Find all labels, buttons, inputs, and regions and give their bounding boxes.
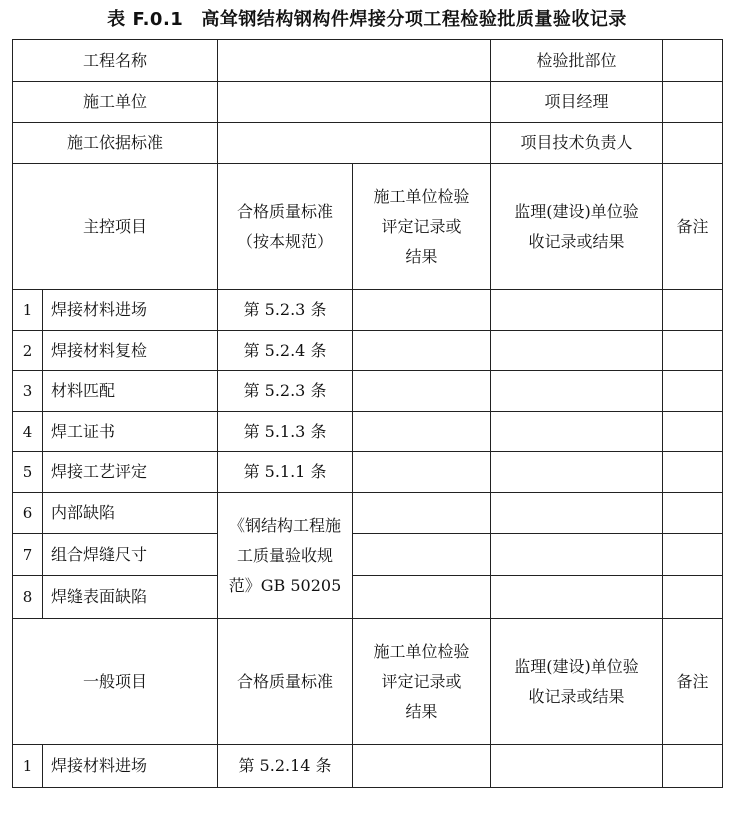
- item-number: 8: [13, 576, 43, 619]
- remarks-cell[interactable]: [663, 290, 723, 331]
- supervisor-record-cell[interactable]: [491, 576, 663, 619]
- contractor-record-cell[interactable]: [353, 290, 491, 331]
- remarks-cell[interactable]: [663, 412, 723, 452]
- item-number: 3: [13, 371, 43, 412]
- project-manager-label: 项目经理: [491, 82, 663, 123]
- remarks-cell[interactable]: [663, 452, 723, 493]
- supervisor-record-cell[interactable]: [491, 371, 663, 412]
- item-standard: 第 5.2.3 条: [218, 290, 353, 331]
- item-name: 焊接材料复检: [43, 331, 218, 371]
- merged-standard-line1: 《钢结构工程施: [229, 515, 342, 535]
- project-name-value[interactable]: [218, 40, 491, 82]
- general-standard-heading: 合格质量标准: [218, 619, 353, 745]
- header-row-construction-unit: [13, 82, 723, 123]
- contractor-record-cell[interactable]: [353, 493, 491, 534]
- general-supervisor-heading: [491, 619, 663, 745]
- main-control-heading: 主控项目: [13, 164, 218, 290]
- supervisor-record-cell[interactable]: [491, 745, 663, 788]
- item-standard: 第 5.2.3 条: [218, 371, 353, 412]
- main-control-header-row: [13, 164, 723, 290]
- inspection-lot-location-label: 检验批部位: [491, 40, 663, 82]
- contractor-record-cell[interactable]: [353, 745, 491, 788]
- item-number: 5: [13, 452, 43, 493]
- item-number: 1: [13, 290, 43, 331]
- project-name-label: 工程名称: [13, 40, 218, 82]
- main-contractor-heading-line1: 施工单位检验: [373, 186, 470, 206]
- main-supervisor-heading-line2: 收记录或结果: [528, 231, 625, 251]
- item-name: 焊接材料进场: [43, 745, 218, 788]
- item-standard: 第 5.2.14 条: [218, 745, 353, 788]
- contractor-record-cell[interactable]: [353, 331, 491, 371]
- table-row: [13, 290, 723, 331]
- item-name: 组合焊缝尺寸: [43, 534, 218, 576]
- contractor-record-cell[interactable]: [353, 576, 491, 619]
- table-row: [13, 452, 723, 493]
- inspection-record-table: [12, 39, 723, 788]
- main-contractor-heading-line3: 结果: [405, 246, 438, 266]
- remarks-cell[interactable]: [663, 331, 723, 371]
- merged-standard-line3: 范》GB 50205: [228, 575, 342, 595]
- supervisor-record-cell[interactable]: [491, 534, 663, 576]
- technical-lead-value[interactable]: [663, 123, 723, 164]
- main-supervisor-heading-line1: 监理(建设)单位验: [514, 201, 639, 221]
- item-number: 1: [13, 745, 43, 788]
- supervisor-record-cell[interactable]: [491, 452, 663, 493]
- item-name: 材料匹配: [43, 371, 218, 412]
- main-supervisor-heading: [491, 164, 663, 290]
- item-standard: 第 5.2.4 条: [218, 331, 353, 371]
- table-row: [13, 412, 723, 452]
- item-standard: 第 5.1.1 条: [218, 452, 353, 493]
- item-number: 4: [13, 412, 43, 452]
- remarks-cell[interactable]: [663, 745, 723, 788]
- table-title: 高耸钢结构钢构件焊接分项工程检验批质量验收记录: [201, 9, 627, 30]
- general-contractor-heading-line2: 评定记录或: [381, 671, 462, 691]
- table-row: [13, 745, 723, 788]
- general-contractor-heading-line1: 施工单位检验: [373, 641, 470, 661]
- item-name: 焊接材料进场: [43, 290, 218, 331]
- header-row-standard: [13, 123, 723, 164]
- main-remarks-heading: 备注: [663, 164, 723, 290]
- item-name: 焊接工艺评定: [43, 452, 218, 493]
- item-standard: 第 5.1.3 条: [218, 412, 353, 452]
- header-row-project-name: [13, 40, 723, 82]
- construction-standard-value[interactable]: [218, 123, 491, 164]
- main-standard-heading-line1: 合格质量标准: [237, 201, 334, 221]
- table-row: [13, 331, 723, 371]
- main-standard-heading-line2: （按本规范）: [237, 231, 334, 251]
- table-title-bar: [0, 4, 734, 36]
- remarks-cell[interactable]: [663, 576, 723, 619]
- general-header-row: [13, 619, 723, 745]
- contractor-record-cell[interactable]: [353, 452, 491, 493]
- technical-lead-label: 项目技术负责人: [491, 123, 663, 164]
- remarks-cell[interactable]: [663, 371, 723, 412]
- merged-standard-cell: [218, 493, 353, 619]
- table-row: [13, 534, 723, 576]
- contractor-record-cell[interactable]: [353, 534, 491, 576]
- project-manager-value[interactable]: [663, 82, 723, 123]
- merged-standard-line2: 工质量验收规: [237, 545, 334, 565]
- main-contractor-heading: [353, 164, 491, 290]
- construction-unit-value[interactable]: [218, 82, 491, 123]
- table-row: [13, 493, 723, 534]
- construction-unit-label: 施工单位: [13, 82, 218, 123]
- general-contractor-heading-line3: 结果: [405, 701, 438, 721]
- remarks-cell[interactable]: [663, 534, 723, 576]
- supervisor-record-cell[interactable]: [491, 412, 663, 452]
- item-number: 2: [13, 331, 43, 371]
- table-number: 表 F.0.1: [107, 9, 184, 30]
- contractor-record-cell[interactable]: [353, 412, 491, 452]
- item-name: 内部缺陷: [43, 493, 218, 534]
- general-supervisor-heading-line1: 监理(建设)单位验: [514, 656, 639, 676]
- general-heading: 一般项目: [13, 619, 218, 745]
- supervisor-record-cell[interactable]: [491, 331, 663, 371]
- construction-standard-label: 施工依据标准: [13, 123, 218, 164]
- main-standard-heading: [218, 164, 353, 290]
- contractor-record-cell[interactable]: [353, 371, 491, 412]
- table-row: [13, 576, 723, 619]
- supervisor-record-cell[interactable]: [491, 493, 663, 534]
- general-remarks-heading: 备注: [663, 619, 723, 745]
- item-name: 焊工证书: [43, 412, 218, 452]
- item-number: 6: [13, 493, 43, 534]
- inspection-lot-location-value[interactable]: [663, 40, 723, 82]
- main-contractor-heading-line2: 评定记录或: [381, 216, 462, 236]
- general-supervisor-heading-line2: 收记录或结果: [528, 686, 625, 706]
- general-contractor-heading: [353, 619, 491, 745]
- item-number: 7: [13, 534, 43, 576]
- remarks-cell[interactable]: [663, 493, 723, 534]
- item-name: 焊缝表面缺陷: [43, 576, 218, 619]
- supervisor-record-cell[interactable]: [491, 290, 663, 331]
- table-row: [13, 371, 723, 412]
